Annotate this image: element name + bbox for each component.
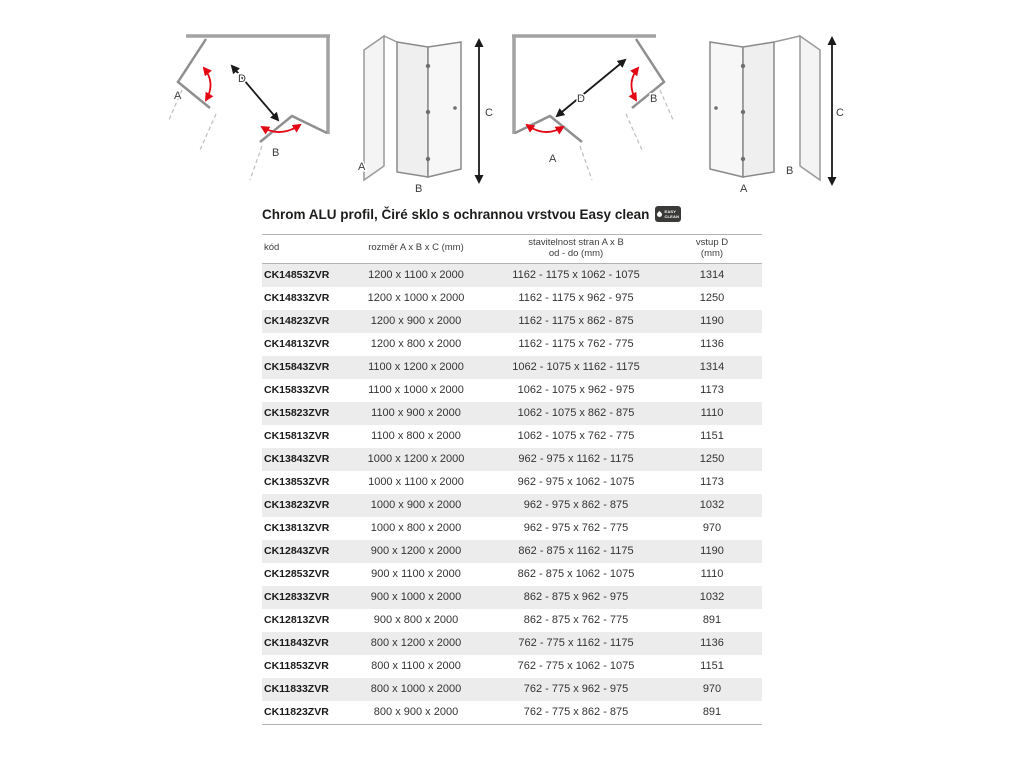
cell-size: 800 x 900 x 2000	[373, 706, 459, 719]
diagram-top-view-right	[507, 20, 682, 198]
cell-code: CK13843ZVR	[264, 452, 330, 465]
table-row	[262, 263, 762, 287]
cell-entry: 970	[702, 683, 722, 696]
cell-entry: 1314	[699, 361, 725, 374]
swing-arrow-b	[631, 68, 638, 100]
cell-size: 900 x 1200 x 2000	[370, 545, 462, 558]
header-entry	[662, 235, 762, 264]
label-a: A	[740, 183, 748, 195]
cell-size: 900 x 1100 x 2000	[371, 568, 461, 581]
cell-size: 1200 x 1000 x 2000	[367, 292, 465, 305]
size-spec-table	[262, 234, 762, 725]
cell-size: 1200 x 1100 x 2000	[368, 269, 464, 282]
cell-size: 1000 x 800 x 2000	[370, 522, 462, 535]
cell-size: 900 x 800 x 2000	[373, 614, 459, 627]
header-size: rozměr A x B x C (mm)	[368, 242, 464, 254]
top-rail	[774, 36, 800, 42]
cell-entry: 891	[702, 614, 722, 627]
cell-range: 862 - 875 x 1162 - 1175	[518, 545, 634, 558]
cell-range: 1062 - 1075 x 1162 - 1175	[512, 361, 640, 374]
table-row	[262, 379, 762, 402]
technical-diagrams	[160, 20, 850, 200]
table-body	[262, 263, 762, 724]
cell-code: CK14823ZVR	[264, 314, 330, 327]
cell-entry: 891	[702, 706, 722, 719]
side-glass-panel	[364, 36, 384, 180]
cell-size: 1100 x 900 x 2000	[371, 407, 461, 420]
swing-arrow-a	[527, 125, 563, 132]
cell-range: 862 - 875 x 962 - 975	[523, 591, 629, 604]
cell-entry: 1136	[700, 338, 724, 351]
swing-arrow-a	[204, 68, 211, 100]
cell-code: CK11823ZVR	[264, 705, 329, 718]
cell-range: 1162 - 1175 x 1062 - 1075	[512, 269, 640, 282]
variant-header	[262, 206, 681, 222]
diagram-front-view-right	[702, 20, 847, 198]
cell-code: CK11843ZVR	[264, 636, 329, 649]
table-row	[262, 586, 762, 609]
label-d: D	[238, 73, 246, 85]
table-row	[262, 632, 762, 655]
cell-range: 762 - 775 x 862 - 875	[523, 706, 629, 719]
entry-width-arrow-d	[557, 60, 625, 116]
droplet-icon	[656, 210, 663, 217]
badge-line2: CLEAN	[664, 214, 680, 219]
cell-range: 1162 - 1175 x 762 - 775	[518, 338, 634, 351]
label-c: C	[836, 107, 844, 119]
label-b: B	[650, 93, 658, 105]
badge-line1: EASY	[664, 209, 677, 214]
cell-code: CK13823ZVR	[264, 498, 330, 511]
label-a: A	[174, 90, 182, 102]
cell-range: 1062 - 1075 x 962 - 975	[517, 384, 635, 397]
cell-size: 900 x 1000 x 2000	[370, 591, 462, 604]
top-rail	[384, 36, 397, 42]
label-b: B	[415, 183, 423, 195]
cell-code: CK13813ZVR	[264, 521, 330, 534]
cell-range: 762 - 775 x 1062 - 1075	[517, 660, 635, 673]
cell-size: 1100 x 1200 x 2000	[368, 361, 464, 374]
table-row	[262, 609, 762, 632]
cell-range: 1062 - 1075 x 862 - 875	[517, 407, 635, 420]
cell-code: CK14853ZVR	[264, 268, 330, 281]
cell-entry: 1032	[699, 499, 725, 512]
table-header-row	[262, 235, 762, 264]
cell-code: CK15843ZVR	[264, 360, 330, 373]
cell-size: 1100 x 800 x 2000	[371, 430, 461, 443]
cell-code: CK15823ZVR	[264, 406, 330, 419]
cell-code: CK15833ZVR	[264, 383, 330, 396]
cell-size: 1200 x 800 x 2000	[370, 338, 462, 351]
cell-range: 1162 - 1175 x 962 - 975	[518, 292, 634, 305]
label-b: B	[786, 165, 794, 177]
header-range-line1: stavitelnost stran A x B	[528, 237, 624, 248]
header-range	[490, 235, 662, 264]
cell-code: CK14813ZVR	[264, 337, 330, 350]
header-range-line2: od - do (mm)	[548, 247, 604, 259]
cell-size: 1200 x 900 x 2000	[370, 315, 462, 328]
table-row	[262, 287, 762, 310]
cell-entry: 1110	[700, 407, 724, 420]
cell-code: CK11853ZVR	[264, 659, 329, 672]
folding-glass-door	[397, 42, 461, 177]
table-row	[262, 402, 762, 425]
table-header	[262, 235, 762, 264]
cell-range: 962 - 975 x 862 - 875	[523, 499, 629, 512]
diagram-front-view-left	[357, 20, 497, 198]
label-a: A	[358, 161, 366, 173]
swing-dash-lines	[580, 90, 674, 180]
diagram-top-view-left	[160, 20, 335, 198]
table-row	[262, 655, 762, 678]
cell-entry: 970	[702, 522, 722, 535]
cell-code: CK12813ZVR	[264, 613, 330, 626]
variant-title: Chrom ALU profil, Čiré sklo s ochrannou vrstvou Easy clean	[262, 206, 650, 222]
cell-range: 1162 - 1175 x 862 - 875	[518, 315, 634, 328]
cell-entry: 1250	[699, 453, 725, 466]
table-row	[262, 540, 762, 563]
cell-range: 862 - 875 x 1062 - 1075	[517, 568, 635, 581]
cell-code: CK11833ZVR	[264, 682, 329, 695]
header-entry-line2: (mm)	[700, 247, 724, 259]
cell-entry: 1032	[699, 591, 725, 604]
label-c: C	[485, 107, 493, 119]
cell-code: CK15813ZVR	[264, 429, 330, 442]
easy-clean-badge-text	[664, 209, 679, 219]
cell-range: 962 - 975 x 762 - 775	[523, 522, 629, 535]
cell-range: 862 - 875 x 762 - 775	[523, 614, 629, 627]
folding-door-panels	[515, 39, 664, 142]
cell-code: CK12843ZVR	[264, 544, 330, 557]
wall-lines	[512, 36, 656, 134]
cell-size: 800 x 1200 x 2000	[370, 637, 462, 650]
easy-clean-badge	[655, 206, 681, 222]
swing-dash-lines	[168, 90, 262, 180]
cell-entry: 1190	[700, 315, 724, 328]
table-row	[262, 471, 762, 494]
folding-glass-door	[710, 42, 774, 177]
table-row	[262, 678, 762, 701]
cell-code: CK12853ZVR	[264, 567, 330, 580]
table-row	[262, 310, 762, 333]
header-entry-line1: vstup D	[695, 237, 729, 248]
cell-entry: 1151	[700, 430, 724, 443]
cell-code: CK13853ZVR	[264, 475, 330, 488]
table-row	[262, 333, 762, 356]
table-row	[262, 356, 762, 379]
label-d: D	[577, 93, 585, 105]
table-row	[262, 425, 762, 448]
cell-entry: 1190	[700, 545, 724, 558]
cell-entry: 1314	[699, 269, 725, 282]
table-row	[262, 494, 762, 517]
cell-range: 962 - 975 x 1162 - 1175	[518, 453, 634, 466]
cell-code: CK12833ZVR	[264, 590, 330, 603]
cell-range: 762 - 775 x 962 - 975	[523, 683, 629, 696]
cell-size: 1100 x 1000 x 2000	[368, 384, 464, 397]
cell-size: 1000 x 1200 x 2000	[367, 453, 465, 466]
cell-entry: 1173	[700, 384, 724, 397]
wall-lines	[186, 36, 330, 134]
table-row	[262, 701, 762, 725]
cell-size: 800 x 1000 x 2000	[370, 683, 462, 696]
table-row	[262, 563, 762, 586]
cell-entry: 1110	[700, 568, 724, 581]
header-code: kód	[264, 242, 280, 254]
cell-entry: 1250	[699, 292, 725, 305]
cell-code: CK14833ZVR	[264, 291, 330, 304]
cell-size: 1000 x 1100 x 2000	[368, 476, 464, 489]
cell-entry: 1173	[700, 476, 724, 489]
cell-entry: 1151	[700, 660, 724, 673]
table-row	[262, 448, 762, 471]
cell-size: 800 x 1100 x 2000	[371, 660, 461, 673]
side-glass-panel	[800, 36, 820, 180]
cell-size: 1000 x 900 x 2000	[370, 499, 462, 512]
label-b: B	[272, 147, 280, 159]
cell-range: 1062 - 1075 x 762 - 775	[517, 430, 635, 443]
label-a: A	[549, 153, 557, 165]
cell-range: 962 - 975 x 1062 - 1075	[517, 476, 635, 489]
cell-range: 762 - 775 x 1162 - 1175	[518, 637, 634, 650]
cell-entry: 1136	[700, 637, 724, 650]
table-row	[262, 517, 762, 540]
